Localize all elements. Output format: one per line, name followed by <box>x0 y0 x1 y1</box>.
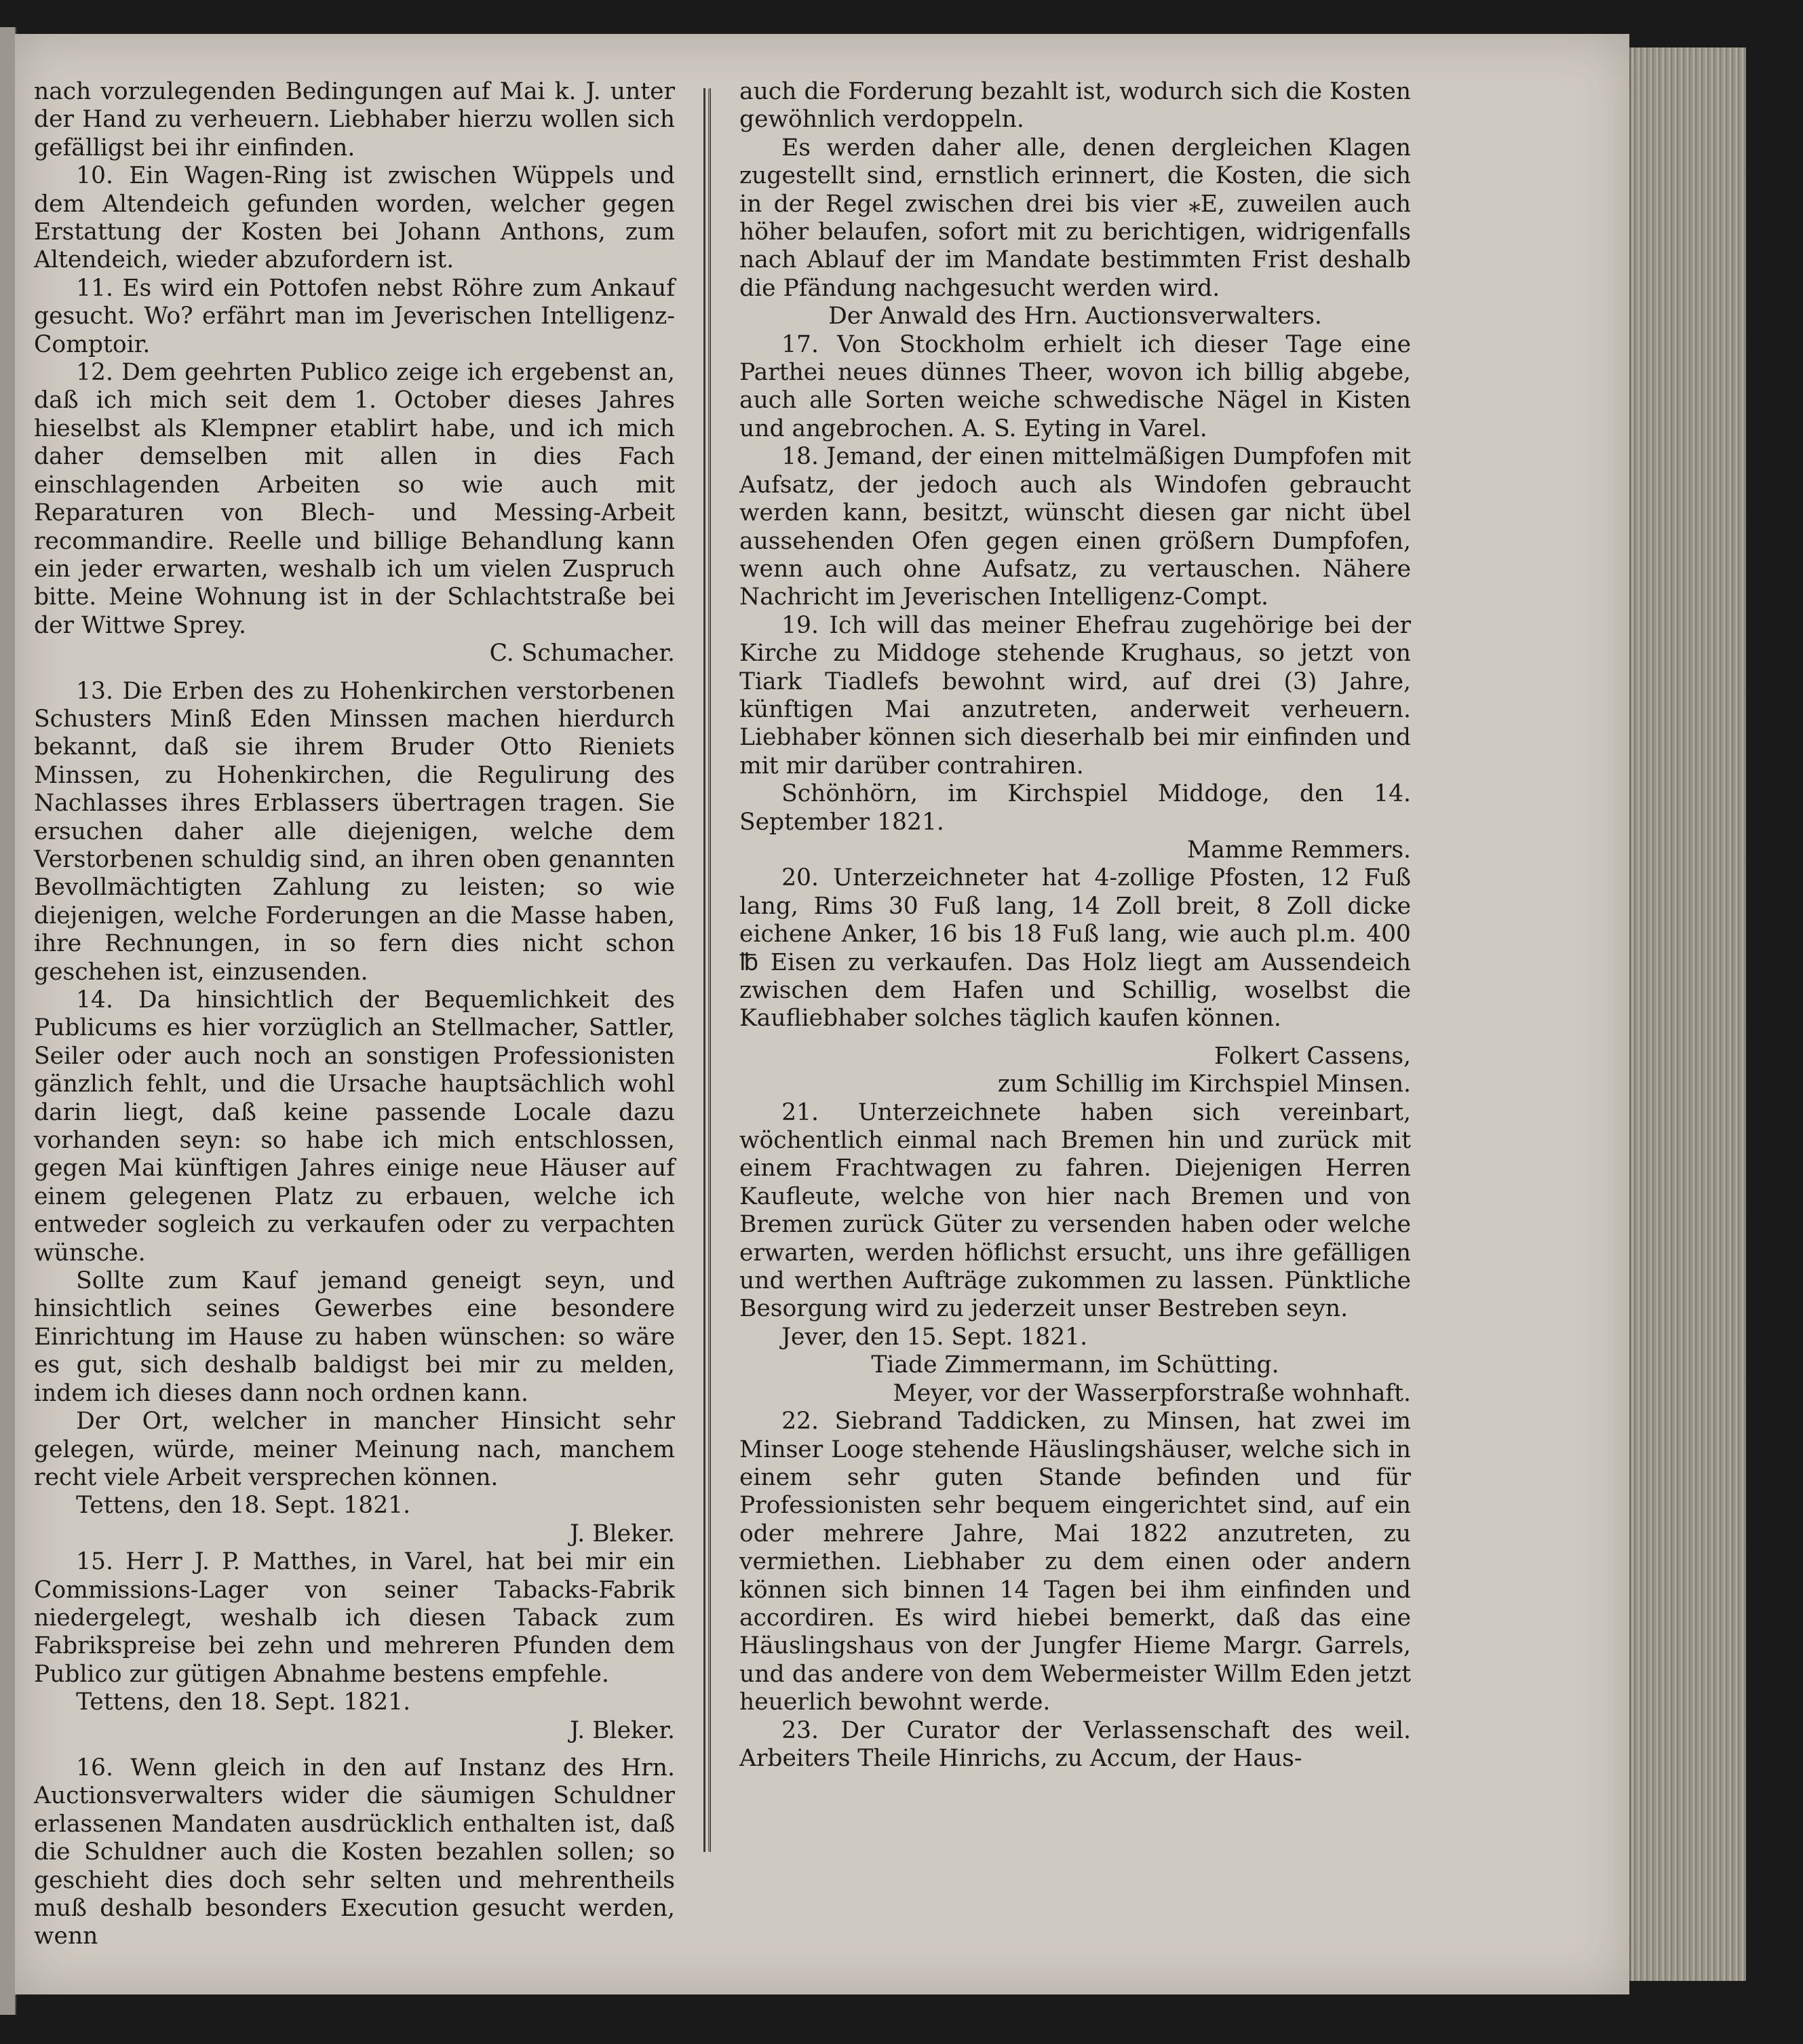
right-column-paragraph: Der Anwald des Hrn. Auctionsverwalters. <box>828 303 1322 330</box>
right-column-paragraph: 18. Jemand, der einen mittelmäßigen Dumpfofen mit Aufsatz, der jedoch auch als Windofen gebraucht werden kann, besitzt, wünscht diesen gar nicht übel aussehenden Ofen gegen einen größern Dumpfofen, wenn auch ohne Aufsatz, zu vertauschen. Nähere Nachricht im Jeverischen Intelligenz-Compt. <box>739 443 1411 611</box>
right-column-paragraph: Jever, den 15. Sept. 1821. <box>781 1323 1088 1351</box>
right-column-paragraph: 17. Von Stockholm erhielt ich dieser Tage eine Parthei neues dünnes Theer, wovon ich billig abgebe, auch alle Sorten weiche schwedische Nägel in Kisten und angebrochen. A. S. Eyting in Varel. <box>739 330 1411 442</box>
left-column-paragraph: 16. Wenn gleich in den auf Instanz des Hrn. Auctionsverwalters wider die säumigen Schuldner erlassenen Mandaten ausdrücklich enthalten ist, daß die Schuldner auch die Kosten bezahlen sollen; so geschieht dies doch sehr selten und mehrentheils muß deshalb besonders Execution gesucht werden, wenn <box>34 1754 675 1950</box>
left-column-paragraph: 11. Es wird ein Pottofen nebst Röhre zum Ankauf gesucht. Wo? erfährt man im Jeverischen Intelligenz-Comptoir. <box>34 274 675 358</box>
right-column-paragraph: zum Schillig im Kirchspiel Minsen. <box>997 1071 1411 1098</box>
left-column-paragraph: J. Bleker. <box>570 1716 675 1744</box>
left-column-paragraph: 14. Da hinsichtlich der Bequemlichkeit des Publicums es hier vorzüglich an Stellmacher, Sattler, Seiler oder auch noch an sonstigen Professionisten gänzlich fehlt, und die Ursache hauptsächlich wohl darin liegt, daß keine passende Locale dazu vorhanden seyn: so habe ich mich entschlossen, gegen Mai künftigen Jahres einige neue Häuser auf einem gelegenen Platz zu erbauen, welche ich entweder sogleich zu verkaufen oder zu verpachten wünsche. <box>34 986 675 1267</box>
right-column-paragraph: Meyer, vor der Wasserpforstraße wohnhaft. <box>893 1379 1411 1407</box>
left-column-paragraph: J. Bleker. <box>570 1520 675 1547</box>
left-column-paragraph: 13. Die Erben des zu Hohenkirchen verstorbenen Schusters Minß Eden Minssen machen hierdurch bekannt, daß sie ihrem Bruder Otto Rieniets Minssen, zu Hohenkirchen, die Regulirung des Nachlasses ihres Erblassers übertragen tragen. Sie ersuchen daher alle diejenigen, welche dem Verstorbenen schuldig sind, an ihren oben genannten Bevollmächtigten Zahlung zu leisten; so wie diejenigen, welche Forderungen an die Masse haben, ihre Rechnungen, in so fern dies nicht schon geschehen ist, einzusenden. <box>34 677 675 986</box>
right-column-paragraph: Tiade Zimmermann, im Schütting. <box>871 1351 1279 1379</box>
left-column-paragraph: Tettens, den 18. Sept. 1821. <box>76 1689 411 1716</box>
left-column <box>34 78 675 1951</box>
right-column-paragraph: 23. Der Curator der Verlassenschaft des weil. Arbeiters Theile Hinrichs, zu Accum, der Haus- <box>739 1716 1411 1772</box>
right-column-paragraph: auch die Forderung bezahlt ist, wodurch sich die Kosten gewöhnlich verdoppeln. <box>739 78 1411 134</box>
left-column-paragraph: 12. Dem geehrten Publico zeige ich ergebenst an, daß ich mich seit dem 1. October dieses Jahres hieselbst als Klempner etablirt habe, und ich mich daher demselben mit allen in dies Fach einschlagenden Arbeiten so wie auch mit Reparaturen von Blech- und Messing-Arbeit recommandire. Reelle und billige Behandlung kann ein jeder erwarten, weshalb ich um vielen Zuspruch bitte. Meine Wohnung ist in der Schlachtstraße bei der Wittwe Sprey. <box>34 359 675 639</box>
spacer <box>34 1745 675 1754</box>
right-column-paragraph: Folkert Cassens, <box>1214 1042 1411 1070</box>
right-column-paragraph: Schönhörn, im Kirchspiel Middoge, den 14. September 1821. <box>739 780 1411 836</box>
spacer <box>739 1033 1411 1043</box>
previous-page-edge <box>0 27 16 2015</box>
left-column-paragraph: nach vorzulegenden Bedingungen auf Mai k. J. unter der Hand zu verheuern. Liebhaber hierzu wollen sich gefälligst bei ihr einfinden. <box>34 78 675 161</box>
right-column <box>739 78 1411 1773</box>
spacer <box>34 668 675 678</box>
left-column-paragraph: C. Schumacher. <box>489 640 675 668</box>
right-column-paragraph: Es werden daher alle, denen dergleichen Klagen zugestellt sind, ernstlich erinnert, die Kosten, die sich in der Regel zwischen drei bis vier ⁎E, zuweilen auch höher belaufen, sofort mit zu berichtigen, widrigenfalls nach Ablauf der im Mandate bestimmten Frist deshalb die Pfändung nachgesucht werden wird. <box>739 134 1411 302</box>
left-column-paragraph: Tettens, den 18. Sept. 1821. <box>76 1492 411 1520</box>
left-column-paragraph: Sollte zum Kauf jemand geneigt seyn, und hinsichtlich seines Gewerbes eine besondere Einrichtung im Hause zu haben wünschen: so wäre es gut, sich deshalb baldigst bei mir zu melden, indem ich dieses dann noch ordnen kann. <box>34 1267 675 1407</box>
right-column-paragraph: 21. Unterzeichnete haben sich vereinbart, wöchentlich einmal nach Bremen hin und zurück mit einem Frachtwagen zu fahren. Diejenigen Herren Kaufleute, welche von hier nach Bremen und von Bremen zurück Güter zu versenden haben oder welche erwarten, werden höflichst ersucht, uns ihre gefälligen und werthen Aufträge zukommen zu lassen. Pünktliche Besorgung wird zu jederzeit unser Bestreben seyn. <box>739 1098 1411 1323</box>
column-divider-inner <box>710 88 711 1852</box>
right-column-paragraph: Mamme Remmers. <box>1186 836 1411 864</box>
book-page-edges <box>1629 47 1746 1981</box>
left-column-paragraph: 10. Ein Wagen-Ring ist zwischen Wüppels und dem Altendeich gefunden worden, welcher gegen Erstattung der Kosten bei Johann Anthons, zum Altendeich, wieder abzufordern ist. <box>34 162 675 274</box>
left-column-paragraph: Der Ort, welcher in mancher Hinsicht sehr gelegen, würde, meiner Meinung nach, manchem recht viele Arbeit versprechen können. <box>34 1408 675 1491</box>
left-column-paragraph: 15. Herr J. P. Matthes, in Varel, hat bei mir ein Commissions-Lager von seiner Tabacks-Fabrik niedergelegt, weshalb ich diesen Taback zum Fabrikspreise bei zehn und mehreren Pfunden dem Publico zur gütigen Abnahme bestens empfehle. <box>34 1548 675 1688</box>
right-column-paragraph: 22. Siebrand Taddicken, zu Minsen, hat zwei im Minser Looge stehende Häuslingshäuser, welche sich in einem sehr guten Stande befinden und für Professionisten sehr bequem eingerichtet sind, auf ein oder mehrere Jahre, Mai 1822 anzutreten, zu vermiethen. Liebhaber zu dem einen oder andern können sich binnen 14 Tagen bei ihm einfinden und accordiren. Es wird hiebei bemerkt, daß das eine Häuslingshaus von der Jungfer Hieme Margr. Garrels, und das andere von dem Webermeister Willm Eden jetzt heuerlich bewohnt werde. <box>739 1408 1411 1716</box>
right-column-paragraph: 20. Unterzeichneter hat 4-zollige Pfosten, 12 Fuß lang, Rims 30 Fuß lang, 14 Zoll breit, 8 Zoll dicke eichene Anker, 16 bis 18 Fuß lang, wie auch pl.m. 400 ℔ Eisen zu verkaufen. Das Holz liegt am Aussendeich zwischen dem Hafen und Schillig, woselbst die Kaufliebhaber solches täglich kaufen können. <box>739 864 1411 1033</box>
right-column-paragraph: 19. Ich will das meiner Ehefrau zugehörige bei der Kirche zu Middoge stehende Krughaus, so jetzt von Tiark Tiadlefs bewohnt wird, auf drei (3) Jahre, künftigen Mai anzutreten, anderweit verheuern. Liebhaber können sich dieserhalb bei mir einfinden und mit mir darüber contrahiren. <box>739 611 1411 779</box>
column-divider <box>703 88 705 1852</box>
